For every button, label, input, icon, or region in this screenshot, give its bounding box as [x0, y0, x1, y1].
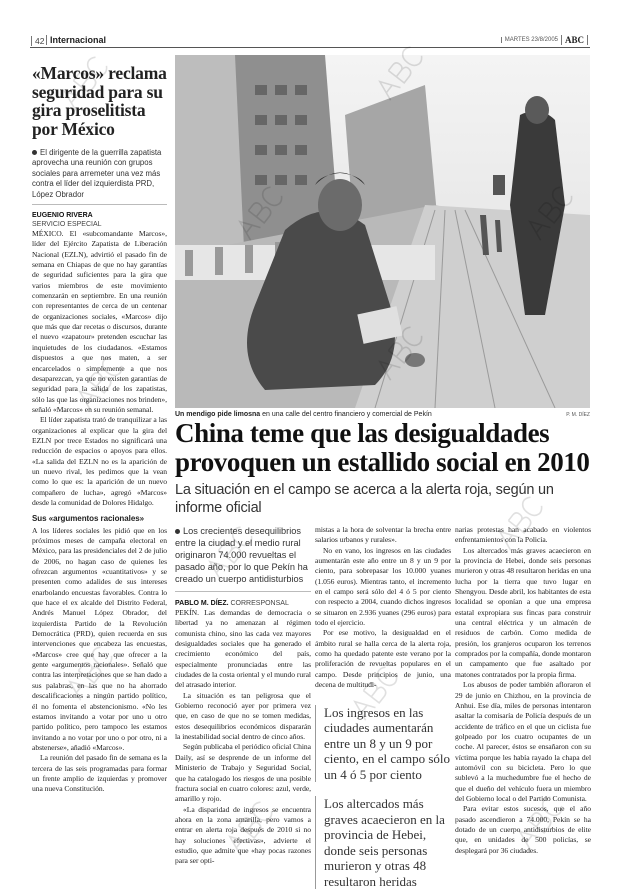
left-article-body [32, 229, 167, 795]
main-subtitle: La situación en el campo se acerca a la alerta roja, según un informe oficial [175, 482, 554, 516]
subhead: Sus «argumentos racionales» [32, 514, 145, 524]
paragraph: No en vano, los ingresos en las ciudades aumentarán este año entre un 8 y un 9 por ciento, para sobrepasar los 10.000 yuanes (1.056 euros). Mientras tanto, el incremento en el campo será sólo del 4 ó 5 por ciento con respecto a 2004, cuando dichos ingresos se situaron en 2.936 yuanes (296 euros) para todo el ejercicio. [315, 545, 451, 628]
paragraph: Los altercados más graves acaecieron en la provincia de Hebei, donde seis personas murieron y otras 48 resultaron heridas en una lucha por la tierra que tuvo lugar en Shengyou. Desde abril, los habitantes de esta localidad se oponían a que una empresa estatal expropiara sus fincas para construir una central eléctrica y un almacén de residuos de carbón. Como medida de presión, los granjeros ocuparon los terrenos comprados por la compañía, donde montaron un campamento que fue asaltado por matones contratados por la propia firma. [455, 545, 591, 679]
paragraph: MÉXICO. El «subcomandante Marcos», líder del Ejército Zapatista de Liberación Nacional (EZLN), advirtió el pasado fin de semana en Chiapas de que no hay garantías de seguridad suficientes para la gira que varios miembros de este movimiento comenzarán en septiembre. En una reunión con representantes de cerca de un centenar de organizaciones sociales, «Marcos» dijo que más que dar recetas o discursos, durante el nuevo «zapatour» pretenden escuchar las inquietudes de los ciudadanos. «Estamos dispuestos a que nos maten, a ser encarcelados o simplemente a que nos desaparezcan, ya que no existen garantías de seguridad para la salida de los zapatistas, sólo las que las organizaciones nos brinden», señaló «Marcos» en su reunión semanal. [32, 229, 167, 414]
caption-text: Un mendigo pide limosna en una calle del centro financiero y comercial de Pekín [175, 411, 432, 418]
paragraph: mistas a la hora de solventar la brecha entre salarios urbanos y rurales». [315, 525, 451, 545]
left-article-lead: El dirigente de la guerrilla zapatista aprovecha una reunión con grupos sociales para arremeter una vez más contra el líder del izquierdista PRD, López Obrador [32, 148, 167, 205]
section-name: Internacional [46, 35, 106, 45]
main-column-2 [315, 525, 451, 889]
left-article [32, 64, 167, 795]
left-article-byline: EUGENIO RIVERA SERVICIO ESPECIAL [32, 212, 102, 229]
paragraph: Los abusos de poder también afloraron el 29 de junio en Chizhou, en la provincia de Anhui. Ese día, miles de personas intentaron asaltar la comisaría de Policía después de un accidente de tráfico en el que un ciclista fue golpeado por los cuatro ocupantes de un coche. Al parecer, éstos se ensañaron con su víctima porque les había rayado la chapa del automóvil con su bicicleta. Pero lo que sublevó a la muchedumbre fue el hecho de que el dueño del vehículo fuera un miembro del Gobierno local o del Partido Comunista. [455, 680, 591, 803]
paragraph: PEKÍN. Las demandas de democracia o libertad ya no amenazan al régimen comunista chino, sino las cada vez mayores desigualdades sociales que ha generado el crecimiento económico del país, especialmente pronunciadas entre las ciudades de la costa oriental y el mundo rural del atrasado interior. [175, 608, 311, 690]
main-article-body-2 [315, 525, 451, 691]
bullet-icon [32, 150, 37, 155]
news-photo-beggar-street [175, 55, 590, 408]
main-article-byline: PABLO M. DÍEZ. CORRESPONSAL [175, 600, 289, 607]
paragraph: Para evitar estos sucesos, que el año pasado ascendieron a 74.000, Pekín se ha dotado de un cuerpo antidisturbios de elite que, en unidades de 500 policías, se desplegará por 36 ciudades. [455, 804, 591, 855]
pull-quote: Los altercados más graves acaecieron en la provincia de Hebei, donde seis personas murieron y otras 48 resultaron heridas [315, 796, 451, 889]
page-number: 42 [31, 36, 44, 46]
paragraph: Según publicaba el periódico oficial China Daily, así se desprende de un informe del Ministerio de Trabajo y Seguridad Social, que ha catalogado los riesgos de una posible fractura social en cuatro colores: azul, verde, amarillo y rojo. [175, 742, 311, 804]
paragraph: narias protestas han acabado en violentos enfrentamientos con la Policía. [455, 525, 591, 545]
paragraph: La reunión del pasado fin de semana es la tercera de las seis programadas para formar un frente amplio de izquierdas y promover una nueva Constitución. [32, 753, 167, 794]
pull-quote: Los ingresos en las ciudades aumentarán entre un 8 y un 9 por ciento, en el campo sólo un 4 ó 5 por ciento [315, 705, 451, 783]
left-article-headline: «Marcos» reclama seguridad para su gira proselitista por México [32, 63, 167, 139]
issue-date: MARTES 23/8/2005 [501, 37, 558, 43]
paragraph: «La disparidad de ingresos se encuentra ahora en la zona amarilla, pero vamos a entrar en alerta roja después de 2010 si no hay soluciones efectivas», advierte el estudio, que admite que «hay pocas razones para ser opti- [175, 804, 311, 866]
page-header [30, 36, 590, 48]
main-column-1 [175, 525, 311, 889]
main-headline: China teme que las desigualdades provoquen un estallido social en 2010 [175, 418, 590, 477]
bullet-icon [175, 529, 180, 534]
main-article-lead: Los crecientes desequilibrios entre la ciudad y el medio rural originaron 74.000 revueltas el pasado año, por lo que Pekín ha creado un cuerpo antidisturbios [175, 525, 311, 592]
paragraph: A los líderes sociales les pidió que en los próximos meses de campaña electoral en México, para las presidenciales del 2 de julio de 2006, no hagan caso de quienes les ofrezcan argumentos «cuantitativos» y se presenten como adalides de sus intereses enarbolando encuestas favorables. Contra lo que hace el ex alcalde del Distrito Federal, Andrés Manuel López Obrador, del izquierdista Partido de la Revolución Democrática (PRD), quien recuerda en sus intervenciones que encabeza las encuestas, «Marcos» cree que hay que ofrecer a la gente «argumentos racionales». Señaló que contra las interpretaciones que se han dado a sus palabras, en las que no ha ahorrado descalificaciones a ningún partido político, él no fomenta el abstencionismo. «No les estamos invitando a votar por uno u otro partido político, pero tampoco les estamos invitando a no votar por uno o por otro, ni a abstenerse», añadió «Marcos». [32, 525, 167, 752]
newspaper-logo: ABC [561, 35, 588, 45]
photo-credit: P. M. DÍEZ [566, 412, 590, 418]
paragraph: Por ese motivo, la desigualdad en el ámbito rural se halla cerca de la alerta roja, como ha quedado patente este verano por la proliferación de revueltas populares en el campo. Desde principios de junio, una decena de multitudi- [315, 628, 451, 690]
photo-illustration [175, 55, 590, 408]
main-column-3 [455, 525, 591, 889]
photo-caption [175, 411, 590, 418]
paragraph: La situación es tan peligrosa que el Gobierno reconoció ayer por primera vez que, en caso de que no se tomen medidas, estos desequilibrios económicos dispararán la inestabilidad social dentro de cinco años. [175, 690, 311, 742]
main-article-body-1 [175, 608, 311, 867]
main-article [175, 419, 595, 889]
main-article-body-3 [455, 525, 591, 856]
main-columns [175, 525, 595, 889]
paragraph: El líder zapatista trató de tranquilizar a las organizaciones al explicar que la gira del EZLN por trece Estados no significará una reducción de espacios o apoyos para ellos. «La salida del EZLN no es la aparición de un nuevo rival, les pedimos que la vean como lo que es: la aparición de un nuevo compañero de lucha», agregó «Marcos» desde la comunidad de Dolores Hidalgo. [32, 415, 167, 507]
